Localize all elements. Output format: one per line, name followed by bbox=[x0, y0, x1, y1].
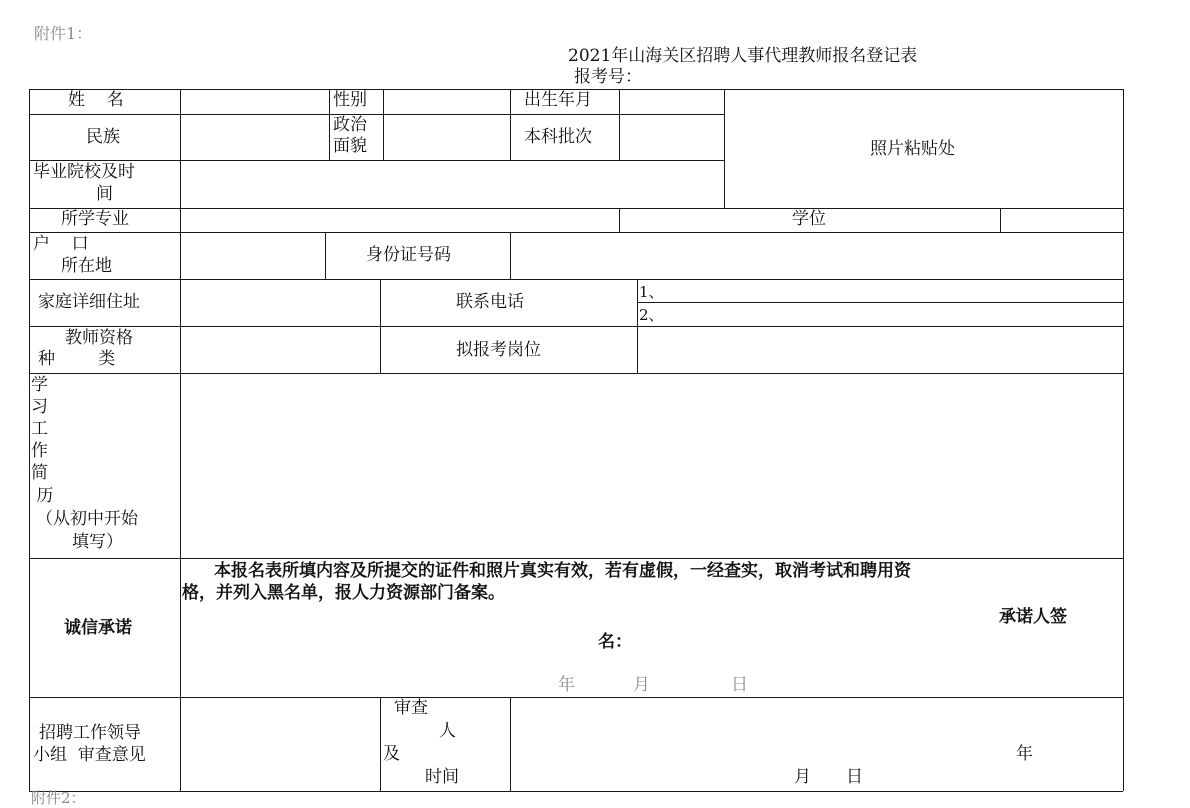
pledge-signer-label-line2: 名： bbox=[598, 632, 632, 652]
resume-label-line3: 工 bbox=[31, 419, 48, 439]
review-date-day: 日 bbox=[846, 767, 863, 787]
review-group-label-line1: 招聘工作领导 bbox=[39, 723, 141, 743]
graduate-school-label-line2: 间 bbox=[96, 184, 113, 204]
resume-label-line1: 学 bbox=[31, 375, 48, 395]
resume-label-line2: 习 bbox=[31, 397, 48, 417]
pledge-date-year: 年 bbox=[558, 675, 575, 695]
exam-number-label: 报考号： bbox=[574, 67, 642, 87]
resume-label-line7: （从初中开始 bbox=[36, 509, 138, 529]
pledge-signer-label-line1: 承诺人签 bbox=[999, 607, 1067, 627]
resume-label-line4: 作 bbox=[31, 441, 48, 461]
gender-label: 性别 bbox=[333, 90, 367, 110]
name-label: 姓 名 bbox=[68, 90, 124, 110]
hukou-label-line2: 所在地 bbox=[61, 256, 112, 276]
phone-2-prefix: 2、 bbox=[639, 306, 664, 324]
reviewer-label-line3: 及 bbox=[383, 744, 400, 764]
resume-label-line8: 填写） bbox=[72, 532, 123, 552]
reviewer-label-line4: 时间 bbox=[425, 767, 459, 787]
attachment-label: 附件1： bbox=[34, 24, 93, 43]
phone-1-prefix: 1、 bbox=[639, 283, 664, 301]
review-date-month: 月 bbox=[794, 767, 811, 787]
birth-date-label: 出生年月 bbox=[524, 90, 592, 110]
pledge-date-day: 日 bbox=[731, 675, 748, 695]
review-date-year: 年 bbox=[1016, 744, 1033, 764]
graduate-school-label-line1: 毕业院校及时 bbox=[33, 162, 135, 182]
political-status-label-line2: 面貌 bbox=[333, 136, 367, 156]
reviewer-label-line1: 审查 bbox=[394, 698, 428, 718]
form-title: 2021年山海关区招聘人事代理教师报名登记表 bbox=[568, 46, 918, 66]
pledge-date-month: 月 bbox=[633, 675, 650, 695]
position-label: 拟报考岗位 bbox=[456, 340, 541, 360]
resume-label-line5: 简 bbox=[31, 463, 48, 483]
pledge-text-line1: 本报名表所填内容及所提交的证件和照片真实有效，若有虚假，一经查实，取消考试和聘用资 bbox=[214, 561, 911, 581]
pledge-text-line2: 格，并列入黑名单，报人力资源部门备案。 bbox=[182, 583, 505, 603]
id-number-label: 身份证号码 bbox=[366, 245, 451, 265]
hukou-label-line1: 户 口 bbox=[33, 234, 89, 254]
teacher-cert-label-line1: 教师资格 bbox=[65, 328, 133, 348]
reviewer-label-line2: 人 bbox=[439, 721, 456, 741]
ethnicity-label: 民族 bbox=[86, 127, 120, 147]
teacher-cert-label-line2: 种 类 bbox=[38, 349, 116, 369]
political-status-label-line1: 政治 bbox=[333, 115, 367, 135]
photo-placeholder: 照片粘贴处 bbox=[870, 139, 955, 159]
resume-label-line6: 历 bbox=[31, 486, 54, 506]
home-address-label: 家庭详细住址 bbox=[38, 292, 140, 312]
phone-label: 联系电话 bbox=[456, 292, 524, 312]
review-group-label-line2: 小组 审查意见 bbox=[33, 745, 146, 765]
major-label: 所学专业 bbox=[61, 209, 129, 229]
degree-label: 学位 bbox=[792, 209, 826, 229]
integrity-pledge-label: 诚信承诺 bbox=[64, 618, 132, 638]
undergraduate-batch-label: 本科批次 bbox=[524, 127, 592, 147]
attachment-2-label: 附件2： bbox=[31, 789, 86, 807]
